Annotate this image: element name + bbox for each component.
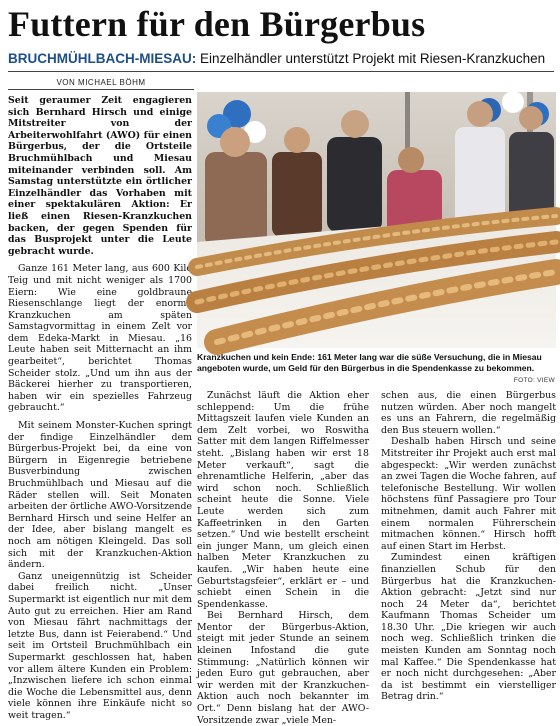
subheadline-text: Einzelhändler unterstützt Projekt mit Riesen-Kranzkuchen bbox=[196, 51, 546, 66]
byline-rule bbox=[8, 89, 194, 90]
article-lead: Seit geraumer Zeit engagieren sich Bernhard Hirsch und einige Mitstreiter von der Arbeiterwohlfahrt (AWO) für einen Bürgerbus, der die Ortsteile Bruchmühlbach und Miesau miteinander verbinden soll. Am Samstag unterstützte ein örtlicher Einzelhändler das Vorhaben mit einer spektakulären Aktion: Er ließ einen Riesen-Kranzkuchen backen, der gegen Spenden für das Busprojekt unter die Leute gebracht wurde. bbox=[8, 95, 192, 257]
photo-kranzkuchen-illustration bbox=[197, 92, 556, 348]
article-column-2 bbox=[197, 390, 369, 726]
top-rule bbox=[8, 71, 554, 72]
article-column-3 bbox=[381, 390, 556, 703]
byline: VON MICHAEL BÖHM bbox=[56, 78, 146, 87]
paragraph: Deshalb haben Hirsch und seine Mitstreiter ihr Projekt auch erst mal abgespeckt: „Wir werden zunächst an zwei Tagen die Woche fahren, auf telefonische Bestellung. Wir wollen höchstens fünf Passagiere pro Tour mitnehmen, damit auch Fahrer mit einem normalen Führerschein mitmachen können.“ Hirsch hofft auf einen Start im Herbst. bbox=[381, 436, 556, 552]
paragraph: schen aus, die einen Bürgerbus nutzen würden. Aber noch mangelt es uns an Fahrern, die regelmäßig den Bus steuern wollen.“ bbox=[381, 390, 556, 436]
photo-caption: Kranzkuchen und kein Ende: 161 Meter lang war die süße Versuchung, die in Miesau angeboten wurde, um Geld für den Bürgerbus in die Spendenkasse zu bekommen. bbox=[197, 352, 542, 373]
subheadline bbox=[8, 50, 556, 67]
paragraph: Ganz uneigennützig ist Scheider dabei freilich nicht. „Unser Supermarkt ist eigentlich nur mit dem Auto gut zu erreichen. Hier am Rand von Miesau fährt nachmittags der letzte Bus, dann ist Feierabend.“ Und seit im Ortsteil Bruchmühlbach ein Supermarkt geschlossen hat, haben vor allem ältere Kunden ein Problem: „Inzwischen liefere ich schon einmal die Woche die Lebensmittel aus, denn viele können ihre Einkäufe nicht so weit tragen.“ bbox=[8, 570, 192, 721]
paragraph: Zunächst läuft die Aktion eher schleppend: Um die frühe Mittagszeit laufen viele Kunden an dem Zelt vorbei, wo Roswitha Satter mit dem langen Riffelmesser steht. „Bislang haben wir erst 18 Meter verkauft“, sagt die ehrenamtliche Helferin, „aber das wird schon noch. Schließlich scheint heute die Sonne. Viele Leute werden sich zum Kaffeetrinken in den Garten setzen.“ Und wie bestellt erscheint ein junger Mann, um gleich einen halben Meter Kranzkuchen zu kaufen. „Wir haben heute eine Geburtstagsfeier“, erklärt er – und schiebt einen Schein in die Spendenkasse. bbox=[197, 390, 369, 610]
headline: Futtern für den Bürgerbus bbox=[8, 4, 426, 44]
dateline-kicker: BRUCHMÜHLBACH-MIESAU: bbox=[8, 51, 197, 66]
article-photo bbox=[197, 92, 556, 348]
paragraph: Zumindest einen kräftigen finanziellen Schub für den Bürgerbus hat die Kranzkuchen-Aktion gebracht: „Jetzt sind nur noch 24 Meter da“, berichtet Kaufmann Thomas Scheider um 18.30 Uhr. „Die kriegen wir auch noch weg. Schließlich trinken die meisten Kunden am Sonntag noch mal Kaffee.“ Die Spendenkasse hat er noch nicht durchgesehen: „Aber da ist bestimmt ein vierstelliger Betrag drin.“ bbox=[381, 552, 556, 703]
paragraph: Bei Bernhard Hirsch, dem Mentor der Bürgerbus-Aktion, steigt mit jeder Stunde an seinem kleinen Infostand die gute Stimmung: „Natürlich können wir jeden Euro gut gebrauchen, aber wir werden mit der Kranzkuchen-Aktion auch noch bekannter im Ort.“ Denn bislang hat der AWO-Vorsitzende zwar „viele Men- bbox=[197, 610, 369, 726]
article-column-1 bbox=[8, 95, 192, 721]
photo-credit: FOTO: VIEW bbox=[513, 377, 555, 384]
paragraph: Mit seinem Monster-Kuchen springt der findige Einzelhändler dem Bürgerbus-Projekt bei, da eine von Bürgern in Eigenregie betriebene Busverbindung zwischen Bruchmühlbach und Miesau auf die Räder stellen will. Seit Monaten arbeiten der örtliche AWO-Vorsitzende Bernhard Hirsch und seine Helfer an der Idee, aber bislang mangelt es noch am nötigen Kleingeld. Das soll sich mit der Kranzkuchen-Aktion ändern. bbox=[8, 420, 192, 571]
paragraph: Ganze 161 Meter lang, aus 600 Kilo Teig und mit nicht weniger als 1700 Eiern: Wie eine goldbraune Riesenschlange liegt der enorme Kranzkuchen am späten Samstagvormittag in einem Zelt vor dem Edeka-Markt in Miesau. „16 Leute haben seit Mitternacht an ihm gearbeitet“, berichtet Thomas Scheider stolz. „Und um ihn aus der Bäckerei hierher zu transportieren, haben wir ein spezielles Fahrzeug gebraucht.“ bbox=[8, 263, 192, 414]
